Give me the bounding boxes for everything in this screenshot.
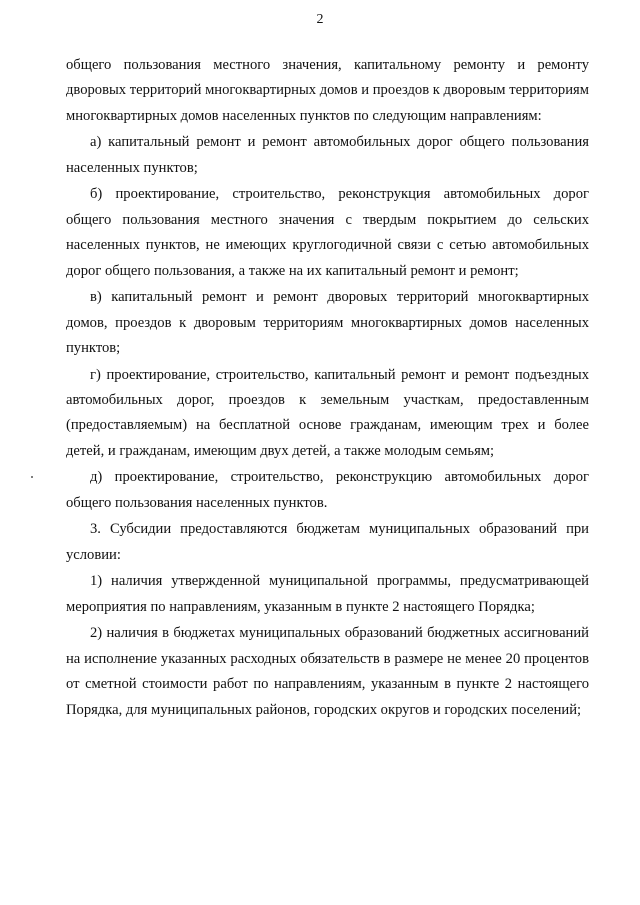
paragraph-item-b: б) проектирование, строительство, реконструкция автомобильных дорог общего пользования местного значения с твердым покрытием до сельских населенных пунктов, не имеющих круглогодичной связи с сетью автомобильных дорог общего пользования, а также на их капитальный ремонт и ремонт;	[66, 186, 589, 279]
paragraph-condition-1: 1) наличия утвержденной муниципальной программы, предусматривающей мероприятия по направлениям, указанным в пункте 2 настоящего Порядка;	[66, 573, 589, 615]
paragraph-section-3: 3. Субсидии предоставляются бюджетам муниципальных образований при условии:	[66, 521, 589, 563]
document-body	[66, 53, 589, 724]
margin-mark	[31, 476, 33, 478]
paragraph-item-d: д) проектирование, строительство, реконструкцию автомобильных дорог общего пользования населенных пунктов.	[66, 469, 589, 511]
page-number: 2	[316, 12, 324, 27]
paragraph-item-a: а) капитальный ремонт и ремонт автомобильных дорог общего пользования населенных пунктов;	[66, 134, 589, 176]
paragraph-intro: общего пользования местного значения, капитальному ремонту и ремонту дворовых территорий многоквартирных домов и проездов к дворовым территориям многоквартирных домов населенных пунктов по следующим направлениям:	[66, 57, 589, 124]
paragraph-item-v: в) капитальный ремонт и ремонт дворовых территорий многоквартирных домов, проездов к дворовым территориям многоквартирных домов населенных пунктов;	[66, 289, 589, 357]
paragraph-condition-2: 2) наличия в бюджетах муниципальных образований бюджетных ассигнований на исполнение указанных расходных обязательств в размере не менее 20 процентов от сметной стоимости работ по направлениям, указанным в пункте 2 настоящего Порядка, для муниципальных районов, городских округов и городских поселений;	[66, 625, 589, 718]
paragraph-item-g: г) проектирование, строительство, капитальный ремонт и ремонт подъездных автомобильных дорог, проездов к земельным участкам, предоставленным (предоставляемым) на бесплатной основе гражданам, имеющим трех и более детей, и гражданам, имеющим двух детей, а также молодым семьям;	[66, 366, 589, 459]
